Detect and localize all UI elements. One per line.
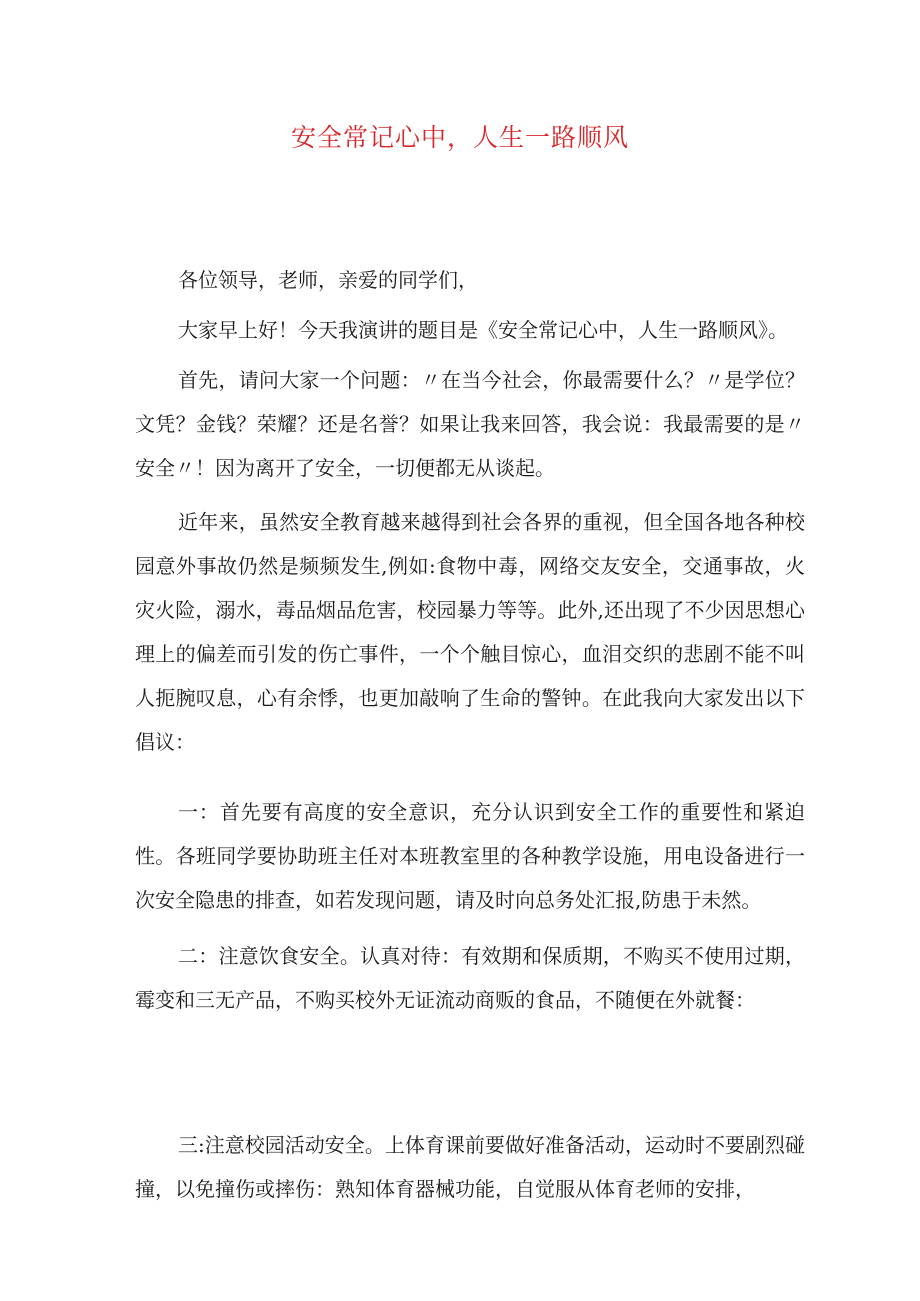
paragraph-first: 首先，请问大家一个问题：〃在当今社会，你最需要什么？〃是学位？文凭？金钱？荣耀？还是名誉？如果让我来回答，我会说：我最需要的是〃安全〃！因为离开了安全，一切便都无从谈起。	[135, 368, 805, 480]
page-title: 安全常记心中，人生一路顺风	[290, 123, 629, 152]
paragraph-morning: 大家早上好！今天我演讲的题目是《安全常记心中，人生一路顺风》。	[178, 318, 788, 342]
paragraph-item-3: 三:注意校园活动安全。上体育课前要做好准备活动，运动时不要剧烈碰撞，以免撞伤或摔伤：熟知体育器械功能，自觉服从体育老师的安排，	[135, 1133, 805, 1201]
paragraph-greeting: 各位领导，老师，亲爱的同学们，	[178, 268, 478, 292]
paragraph-recent: 近年来，虽然安全教育越来越得到社会各界的重视，但全国各地各种校园意外事故仍然是频频发生,例如:食物中毒，网络交友安全，交通事故，火灾火险，溺水，毒品烟品危害，校园暴力等等。此外,还出现了不少因思想心理上的偏差而引发的伤亡事件，一个个触目惊心，血泪交织的悲剧不能不叫人扼腕叹息，心有余悸，也更加敲响了生命的警钟。在此我向大家发出以下倡议：	[135, 510, 805, 754]
paragraph-item-2: 二：注意饮食安全。认真对待：有效期和保质期，不购买不使用过期，霉变和三无产品，不购买校外无证流动商贩的食品，不随便在外就餐：	[135, 944, 805, 1012]
paragraph-item-1: 一：首先要有高度的安全意识，充分认识到安全工作的重要性和紧迫性。各班同学要协助班主任对本班教室里的各种教学设施，用电设备进行一次安全隐患的排查，如若发现问题，请及时向总务处汇报,防患于未然。	[135, 800, 805, 912]
